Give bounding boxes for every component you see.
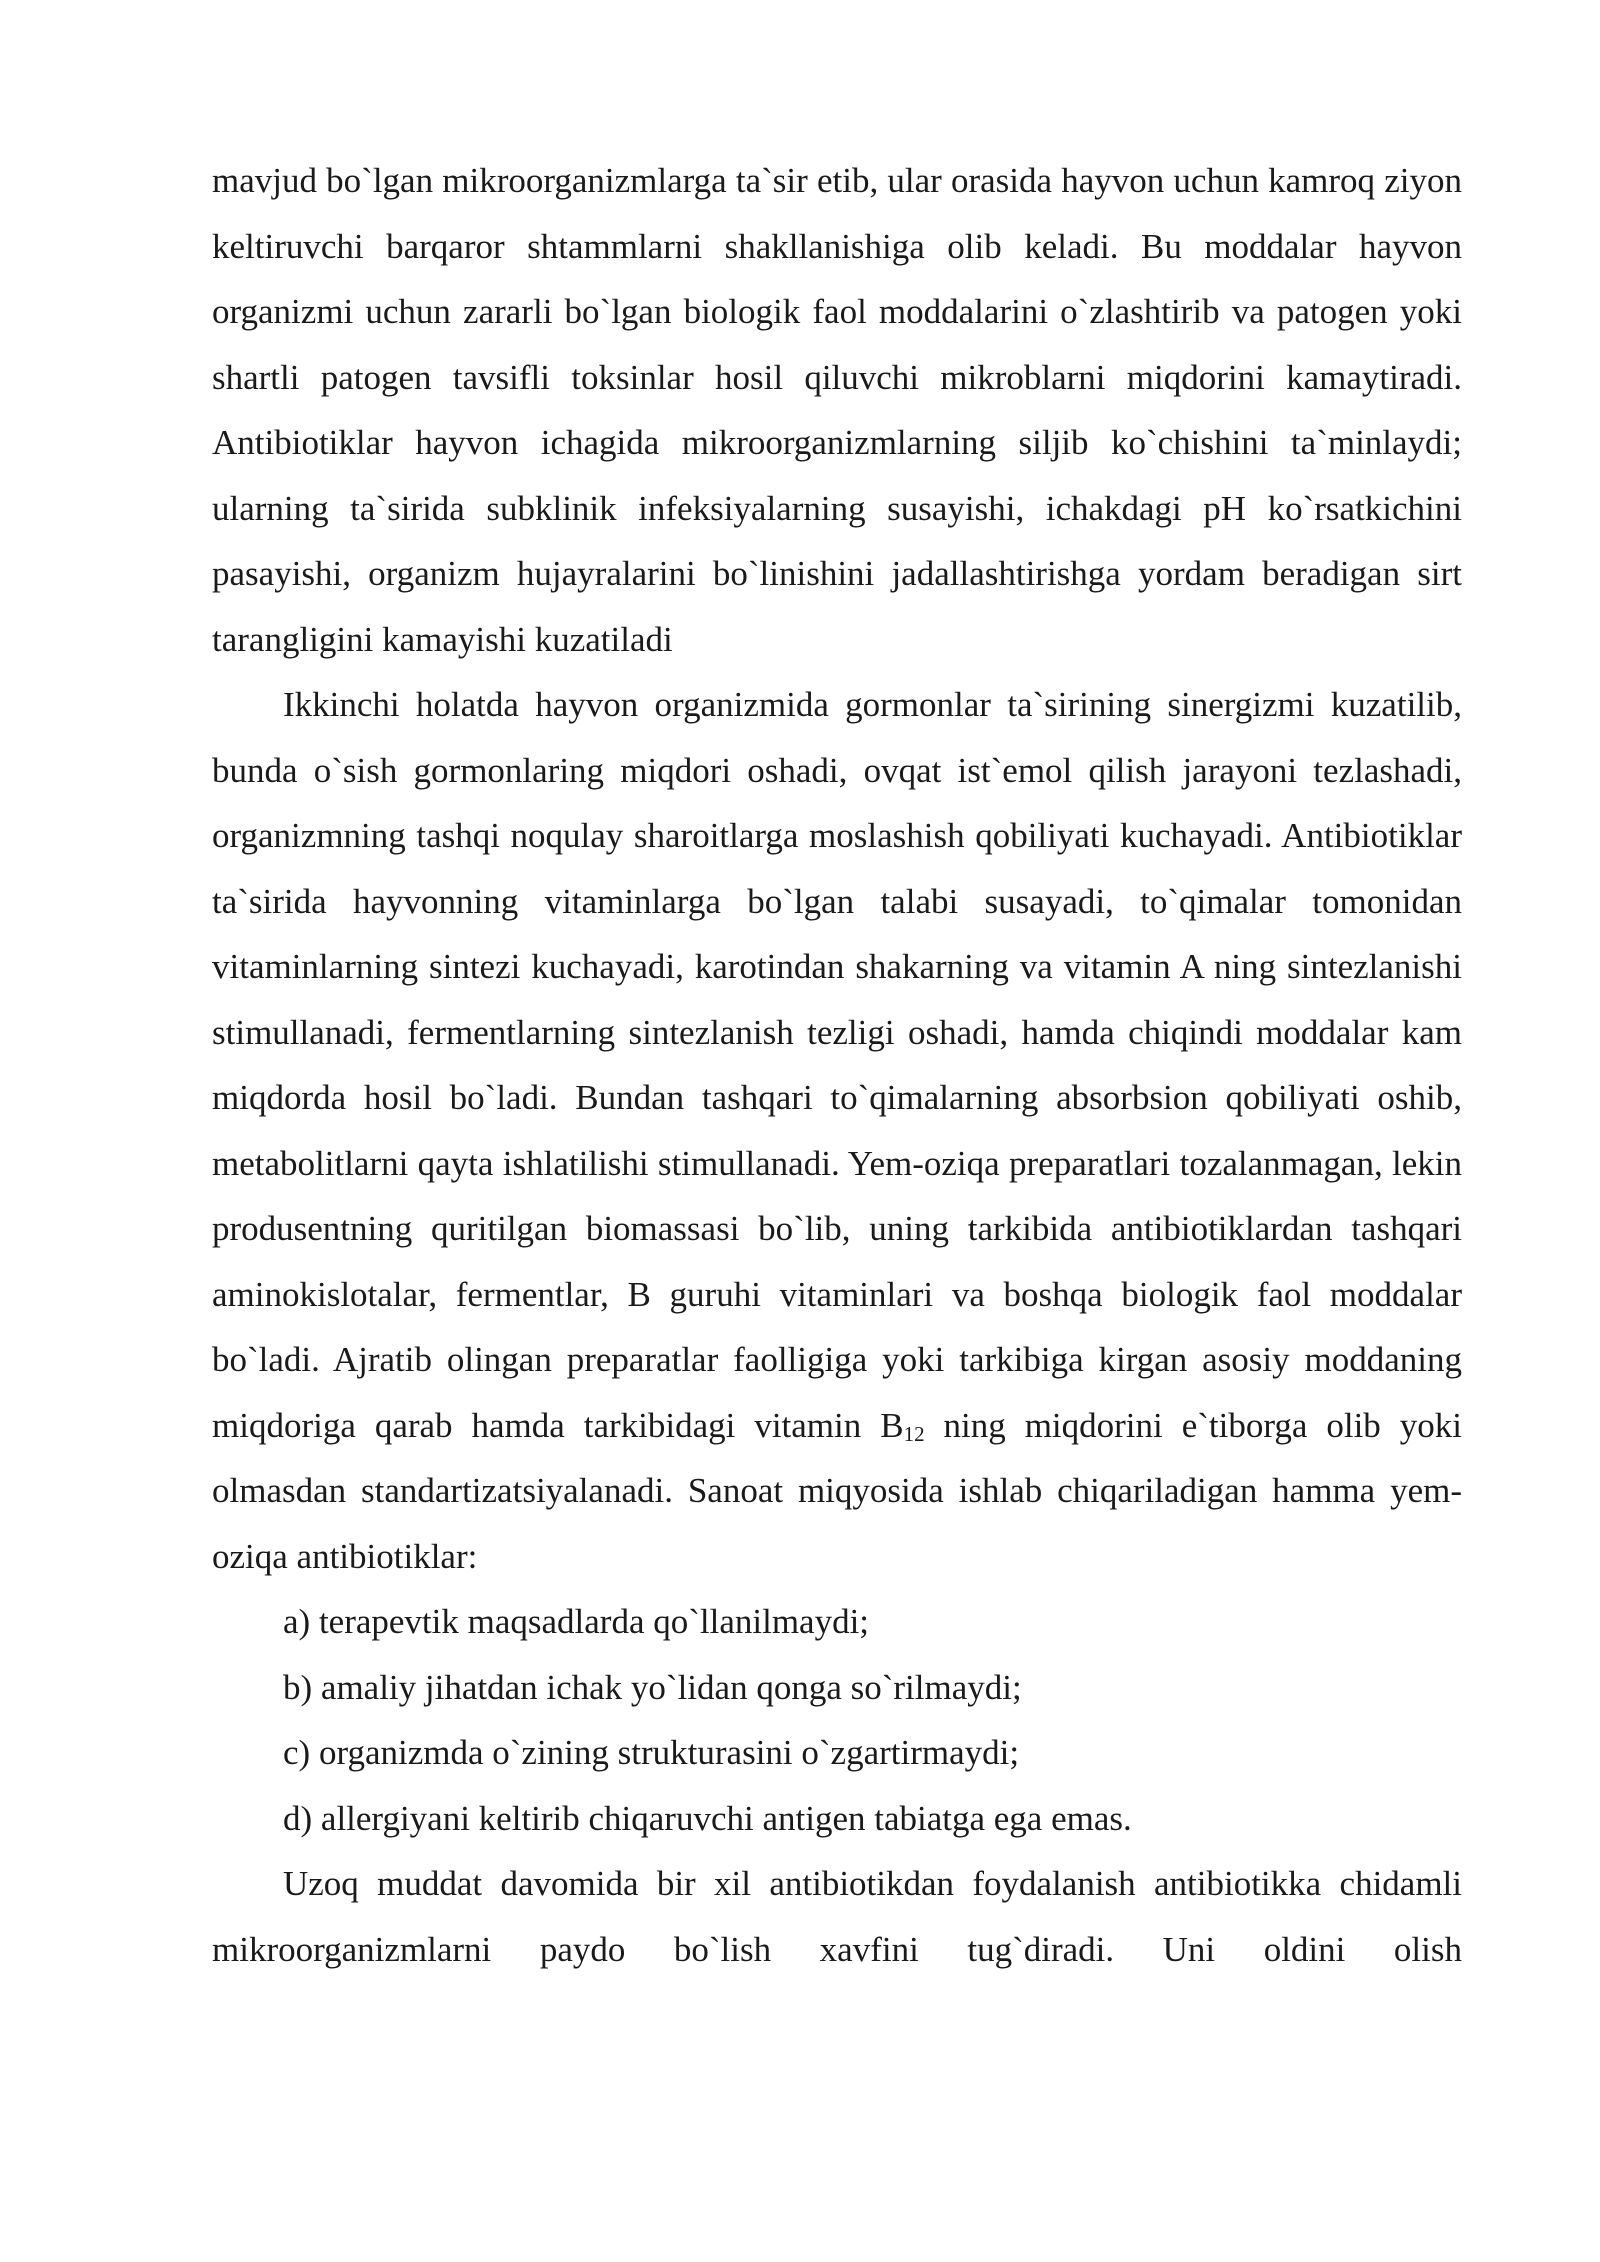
paragraph-hormones	[212, 672, 1462, 1589]
paragraph-resistance: Uzoq muddat davomida bir xil antibiotikdan foydalanish antibiotikka chidamli mikroorganizmlarni paydo bo`lish xavfini tug`diradi. Uni oldini olish	[212, 1864, 1462, 1969]
vitamin-subscript: 12	[903, 1421, 925, 1446]
paragraph-hormones-text-end: ning miqdorini e`tiborga olib yoki olmasdan standartizatsiyalanadi. Sanoat miqyosida ishlab chiqariladigan hamma yem-oziqa antibiotiklar:	[212, 1405, 1462, 1576]
document-page	[212, 148, 1462, 1982]
paragraph-continuation: mavjud bo`lgan mikroorganizmlarga ta`sir etib, ular orasida hayvon uchun kamroq ziyon keltiruvchi barqaror shtammlarni shakllanishiga olib keladi. Bu moddalar hayvon organizmi uchun zararli bo`lgan biologik faol moddalarini o`zlashtirib va patogen yoki shartli patogen tavsifli toksinlar hosil qiluvchi mikroblarni miqdorini kamaytiradi. Antibiotiklar hayvon ichagida mikroorganizmlarning siljib ko`chishini ta`minlaydi; ularning ta`sirida subklinik infeksiyalarning susayishi, ichakdagi pH ko`rsatkichini pasayishi, organizm hujayralarini bo`linishini jadallashtirishga yordam beradigan sirt tarangligini kamayishi kuzatiladi	[212, 161, 1462, 659]
list-item-d: d) allergiyani keltirib chiqaruvchi antigen tabiatga ega emas.	[283, 1798, 1132, 1838]
list-item-c: c) organizmda o`zining strukturasini o`zgartirmaydi;	[283, 1733, 1020, 1772]
list-item-a: a) terapevtik maqsadlarda qo`llanilmaydi;	[283, 1602, 870, 1641]
list-item-b: b) amaliy jihatdan ichak yo`lidan qonga so`rilmaydi;	[283, 1667, 1022, 1707]
paragraph-hormones-text: Ikkinchi holatda hayvon organizmida gormonlar ta`sirining sinergizmi kuzatilib, bunda o`sish gormonlaring miqdori oshadi, ovqat ist`emol qilish jarayoni tezlashadi, organizmning tashqi noqulay sharoitlarga moslashish qobiliyati kuchayadi. Antibiotiklar ta`sirida hayvonning vitaminlarga bo`lgan talabi susayadi, to`qimalar tomonidan vitaminlarning sintezi kuchayadi, karotindan shakarning va vitamin A ning sintezlanishi stimullanadi, fermentlarning sintezlanish tezligi oshadi, hamda chiqindi moddalar kam miqdorda hosil bo`ladi. Bundan tashqari to`qimalarning absorbsion qobiliyati oshib, metabolitlarni qayta ishlatilishi stimullanadi. Yem-oziqa preparatlari tozalanmagan, lekin produsentning quritilgan biomassasi bo`lib, uning tarkibida antibiotiklardan tashqari aminokislotalar, fermentlar, B guruhi vitaminlari va boshqa biologik faol moddalar bo`ladi. Ajratib olingan preparatlar faolligiga yoki tarkibiga kirgan asosiy moddaning miqdoriga qarab hamda tarkibidagi vitamin B	[212, 685, 1462, 1445]
